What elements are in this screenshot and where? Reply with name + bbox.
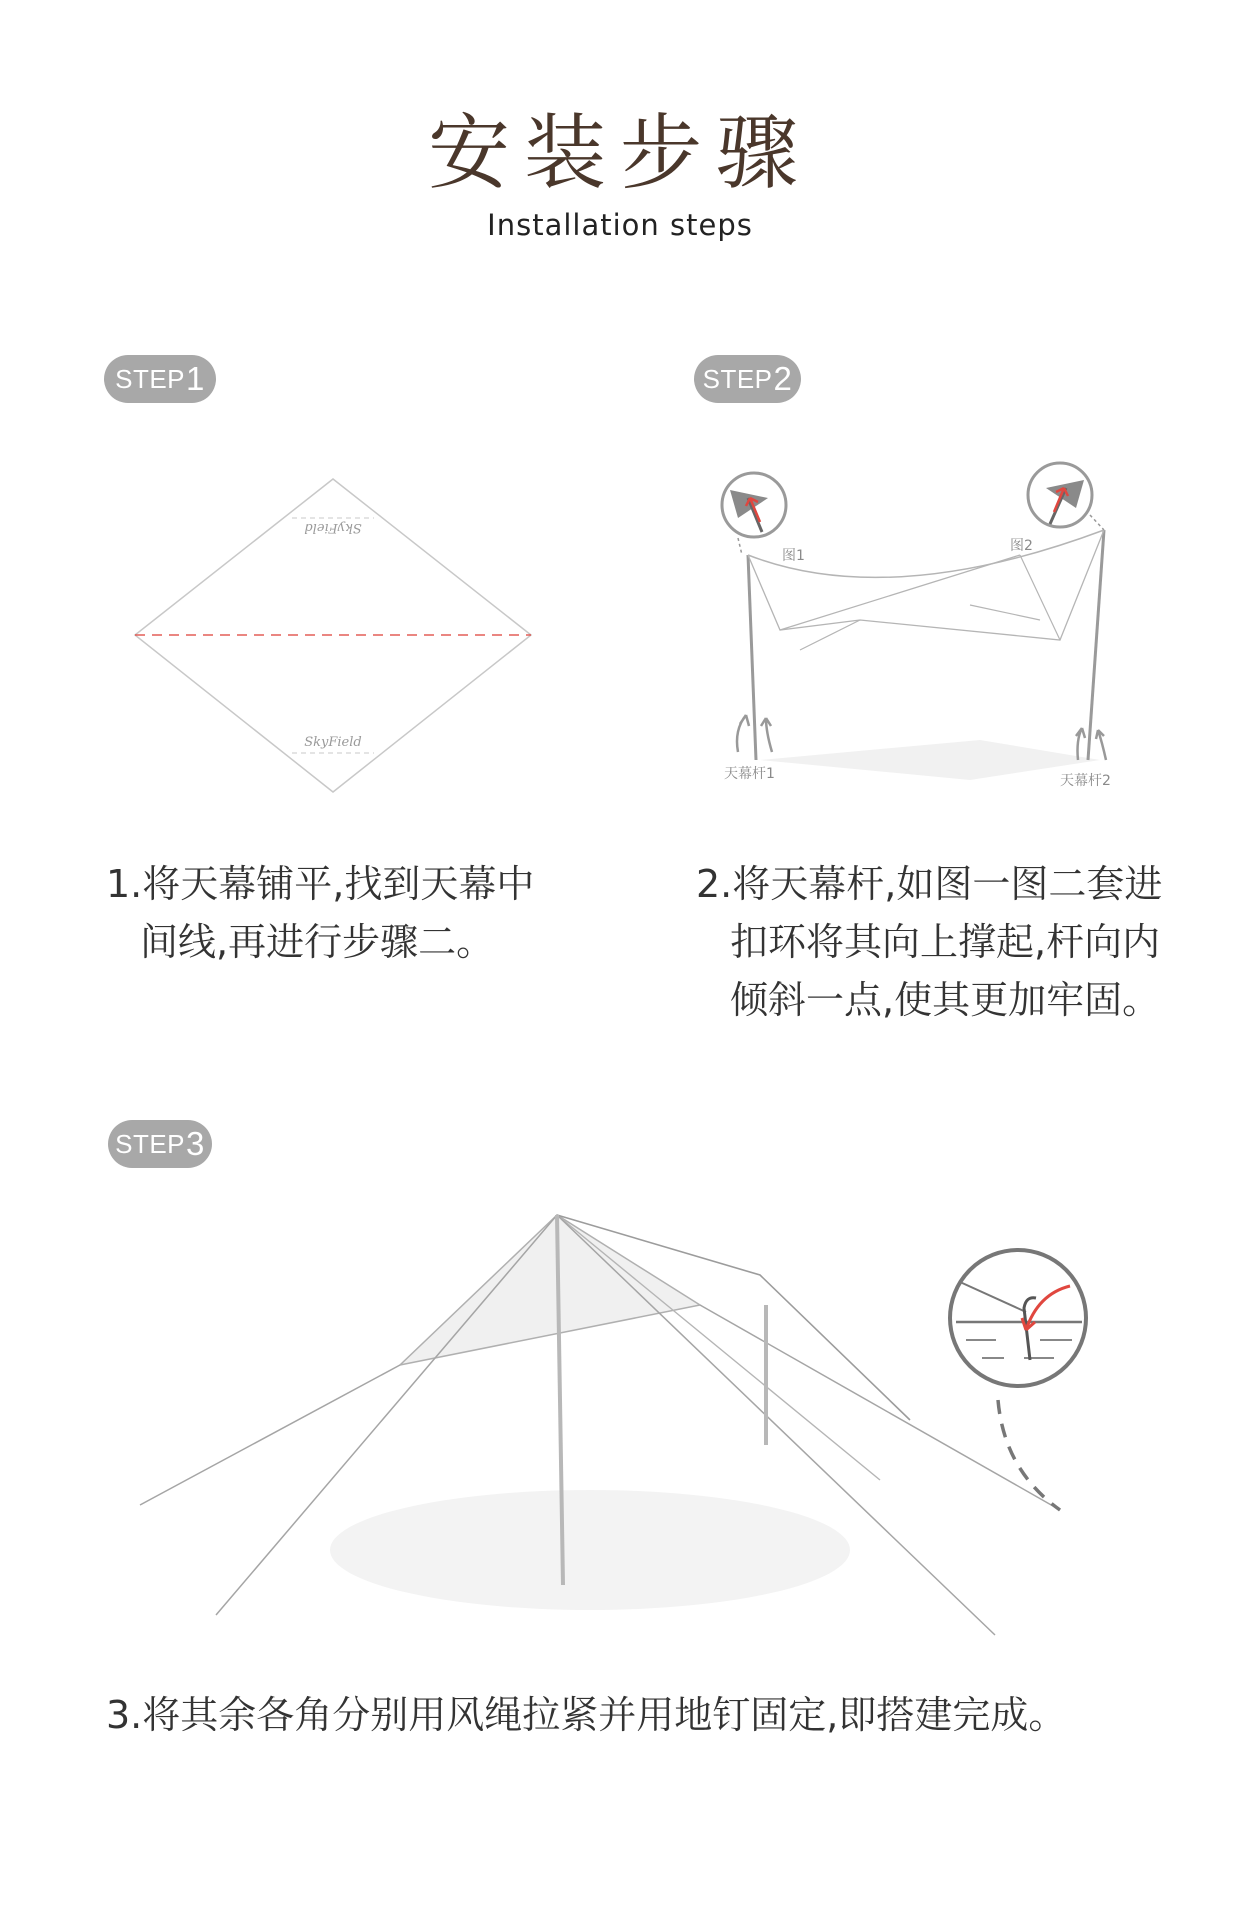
- up-arrow-1a: [737, 715, 749, 752]
- stake-connector: [998, 1400, 1060, 1510]
- step1-text: [106, 855, 534, 971]
- step2-badge-prefix: STEP: [702, 363, 773, 394]
- tarp-logo-top: SkyField: [304, 520, 362, 535]
- up-arrow-2a: [1076, 728, 1085, 760]
- step2-line-3: 倾斜一点,使其更加牢固。: [730, 978, 1161, 1022]
- step2-text: [696, 855, 1162, 1029]
- up-arrow-2b: [1096, 730, 1106, 760]
- guy-line-left: [140, 1365, 400, 1505]
- step3-badge-number: 3: [186, 1125, 205, 1162]
- step2-line-2: 扣环将其向上撑起,杆向内: [730, 920, 1161, 964]
- step2-badge: [694, 355, 801, 403]
- step1-badge-prefix: STEP: [115, 363, 186, 394]
- callout-fig2-connector: [1090, 515, 1104, 530]
- tarp-surface: [400, 1215, 700, 1365]
- step3-text: [106, 1686, 1066, 1744]
- tarp-logo-bottom: SkyField: [304, 735, 362, 750]
- step1-badge-number: 1: [186, 360, 205, 397]
- step3-badge-prefix: STEP: [115, 1128, 186, 1159]
- label-fig2: 图2: [1010, 538, 1033, 554]
- page-subtitle: Installation steps: [487, 208, 753, 242]
- step3-illustration: [120, 1190, 1120, 1660]
- ground-shadow: [760, 740, 1100, 780]
- step2-line-1: 2.将天幕杆,如图一图二套进: [696, 862, 1163, 906]
- pole-1: [748, 555, 756, 760]
- step3-badge: [108, 1120, 212, 1168]
- tarp-ridge: [557, 1215, 880, 1480]
- label-pole1: 天幕杆1: [724, 766, 775, 782]
- step1-illustration: [120, 470, 560, 810]
- step1-line-1: 1.将天幕铺平,找到天幕中: [106, 862, 535, 906]
- step2-illustration: [720, 460, 1140, 800]
- stake-callout: [950, 1250, 1086, 1386]
- step2-badge-number: 2: [773, 360, 793, 397]
- label-fig1: 图1: [782, 548, 805, 564]
- label-pole2: 天幕杆2: [1060, 773, 1111, 789]
- step1-badge: [104, 355, 216, 403]
- page-title: 安装步骤: [427, 106, 812, 201]
- callout-fig1-connector: [738, 538, 742, 555]
- up-arrow-1b: [761, 718, 772, 752]
- step1-line-2: 间线,再进行步骤二。: [140, 920, 495, 964]
- step3-line-1: 3.将其余各角分别用风绳拉紧并用地钉固定,即搭建完成。: [106, 1693, 1067, 1737]
- ground-shadow: [330, 1490, 850, 1610]
